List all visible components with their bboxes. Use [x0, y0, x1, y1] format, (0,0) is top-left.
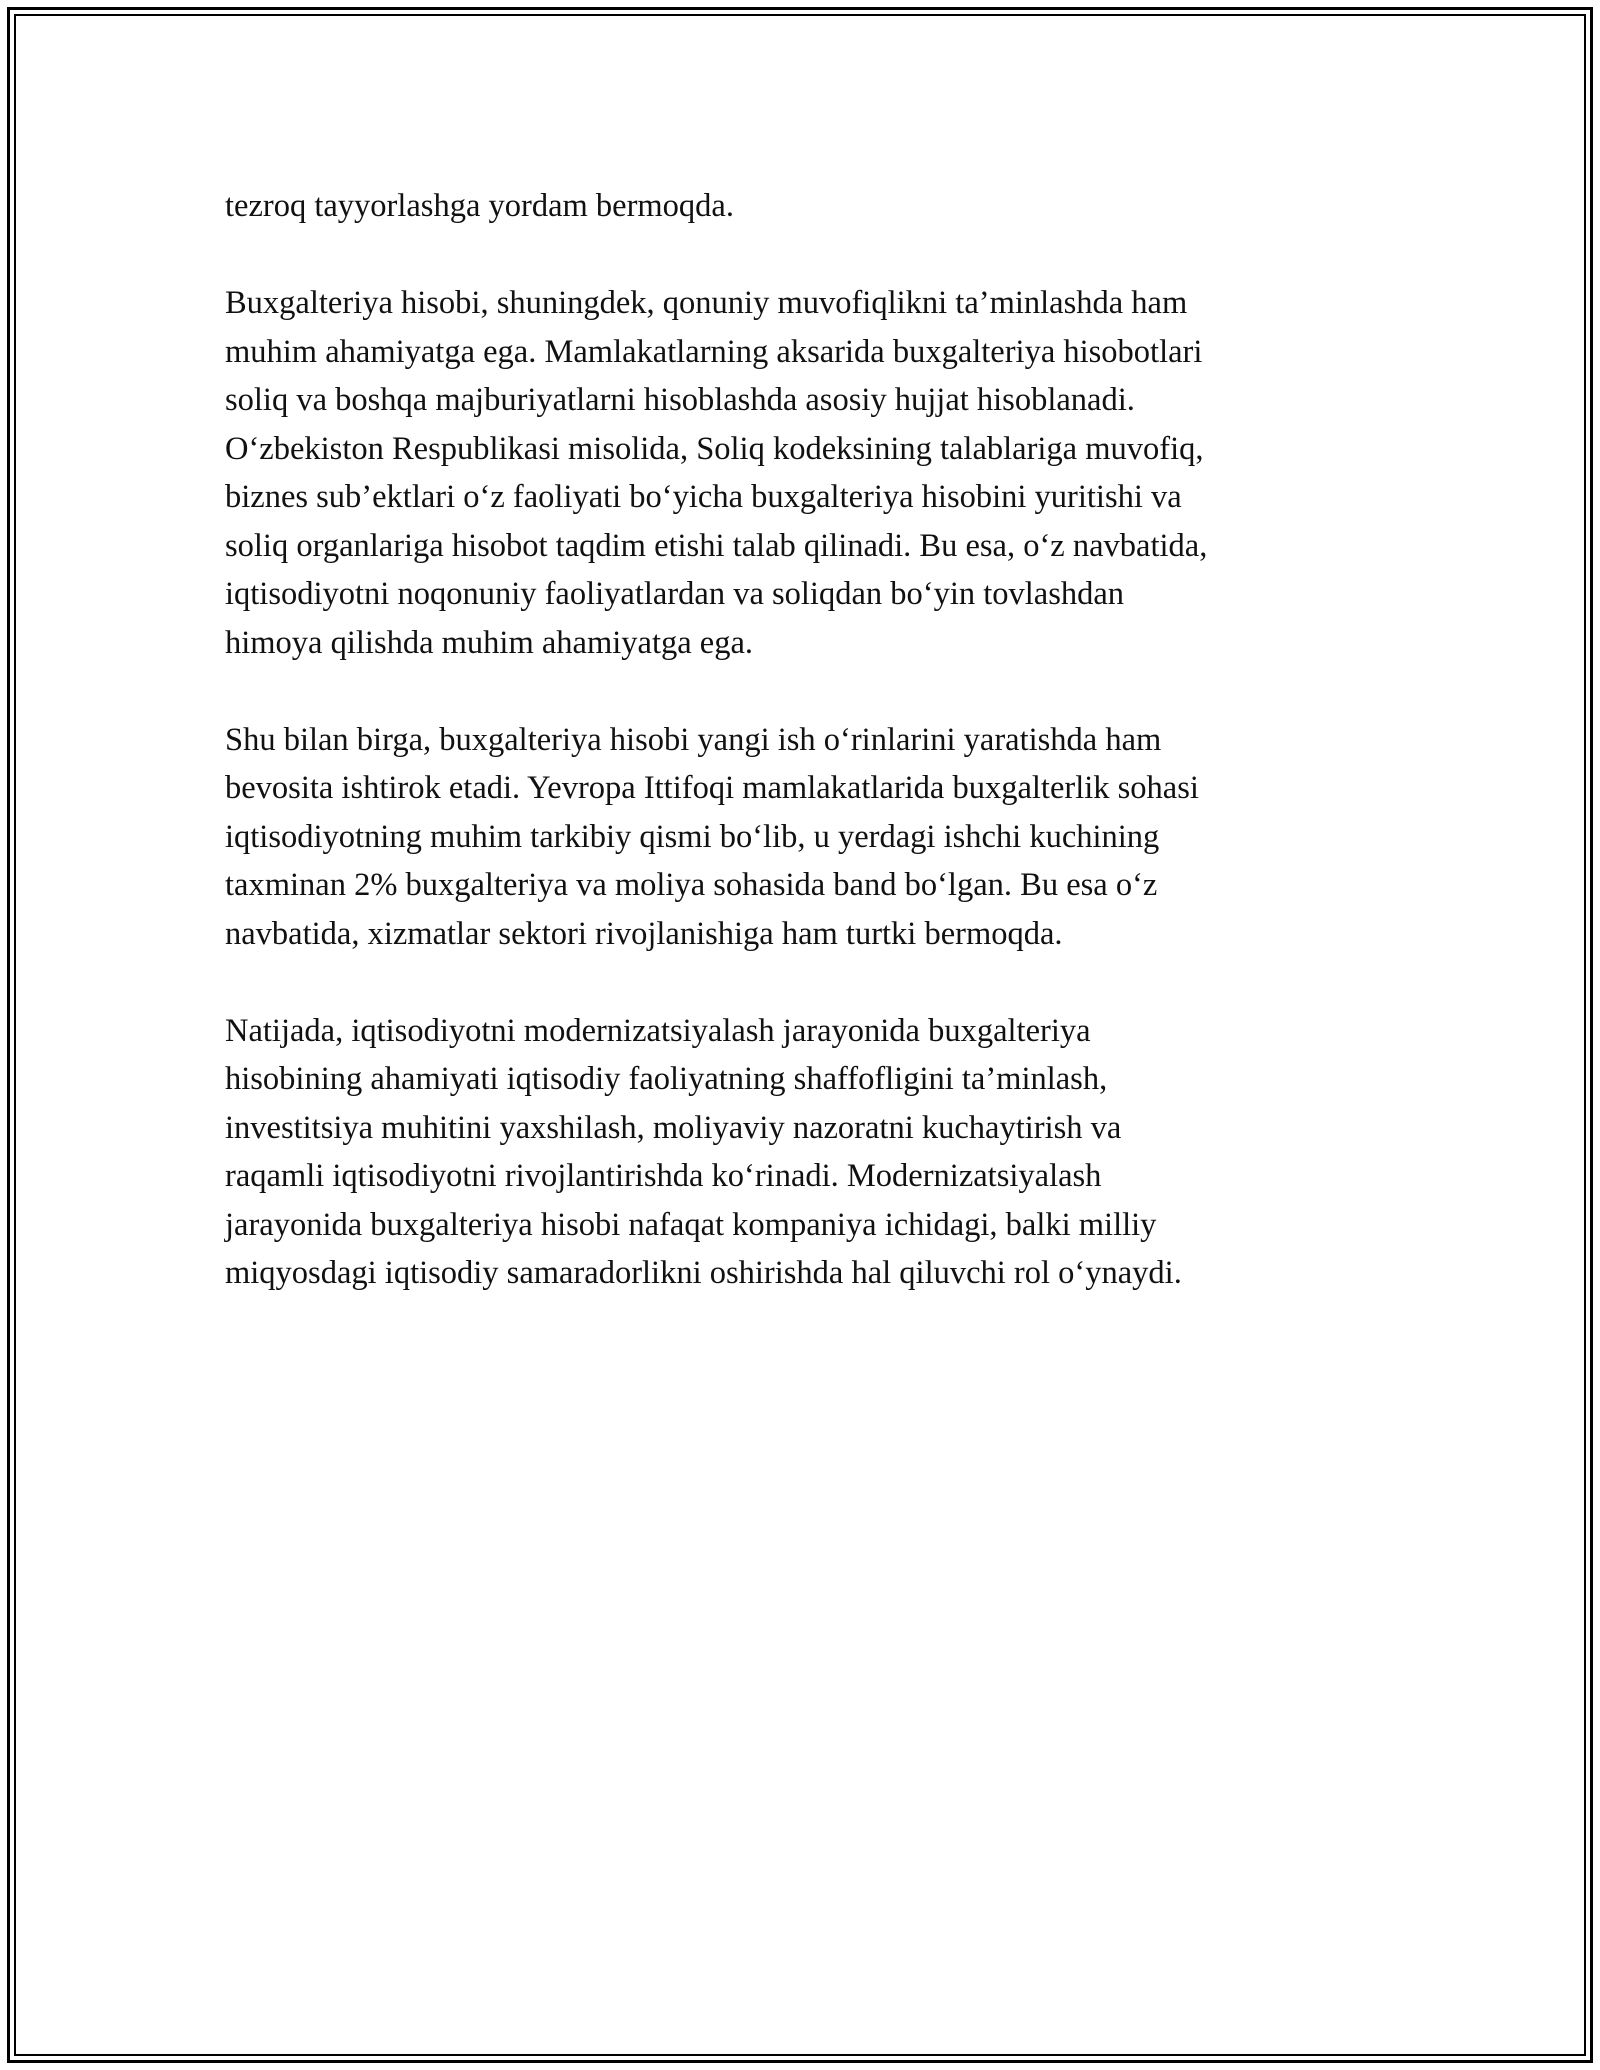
paragraph-2 [225, 279, 1375, 667]
text-line: Natijada, iqtisodiyotni modernizatsiyalash jarayonida buxgalteriya [225, 1012, 1091, 1049]
text-line: iqtisodiyotni noqonuniy faoliyatlardan va soliqdan bo‘yin tovlashdan [225, 576, 1125, 612]
paragraph-3 [225, 716, 1375, 959]
text-line: investitsiya muhitini yaxshilash, moliyaviy nazoratni kuchaytirish va [225, 1109, 1122, 1146]
text-line: jarayonida buxgalteriya hisobi nafaqat kompaniya ichidagi, balki milliy [225, 1206, 1157, 1243]
text-line: O‘zbekiston Respublikasi misolida, Soliq kodeksining talablariga muvofiq, [225, 430, 1204, 467]
text-line: raqamli iqtisodiyotni rivojlantirishda ko‘rinadi. Modernizatsiyalash [225, 1158, 1102, 1194]
text-line: Buxgalteriya hisobi, shuningdek, qonuniy muvofiqlikni ta’minlashda ham [225, 285, 1188, 321]
text-line: soliq organlariga hisobot taqdim etishi talab qilinadi. Bu esa, o‘z navbatida, [225, 527, 1208, 564]
text-line: muhim ahamiyatga ega. Mamlakatlarning aksarida buxgalteriya hisobotlari [225, 333, 1203, 370]
text-line: navbatida, xizmatlar sektori rivojlanishiga ham turtki bermoqda. [225, 915, 1063, 952]
text-line: taxminan 2% buxgalteriya va moliya sohasida band bo‘lgan. Bu esa o‘z [225, 867, 1158, 903]
document-body [225, 182, 1375, 1346]
text-line: Shu bilan birga, buxgalteriya hisobi yangi ish o‘rinlarini yaratishda ham [225, 721, 1162, 758]
text-line: hisobining ahamiyati iqtisodiy faoliyatning shaffofligini ta’minlash, [225, 1061, 1108, 1097]
text-line: iqtisodiyotning muhim tarkibiy qismi bo‘lib, u yerdagi ishchi kuchining [225, 818, 1160, 855]
text-line: soliq va boshqa majburiyatlarni hisoblashda asosiy hujjat hisoblanadi. [225, 382, 1135, 418]
text-line: biznes sub’ektlari o‘z faoliyati bo‘yicha buxgalteriya hisobini yuritishi va [225, 479, 1182, 515]
paragraph-1 [225, 182, 1375, 231]
text-line: bevosita ishtirok etadi. Yevropa Ittifoqi mamlakatlarida buxgalterlik sohasi [225, 770, 1199, 806]
text-line: tezroq tayyorlashga yordam bermoqda. [225, 188, 734, 224]
text-line: miqyosdagi iqtisodiy samaradorlikni oshirishda hal qiluvchi rol o‘ynaydi. [225, 1255, 1182, 1291]
text-line: himoya qilishda muhim ahamiyatga ega. [225, 624, 753, 661]
paragraph-4 [225, 1007, 1375, 1298]
